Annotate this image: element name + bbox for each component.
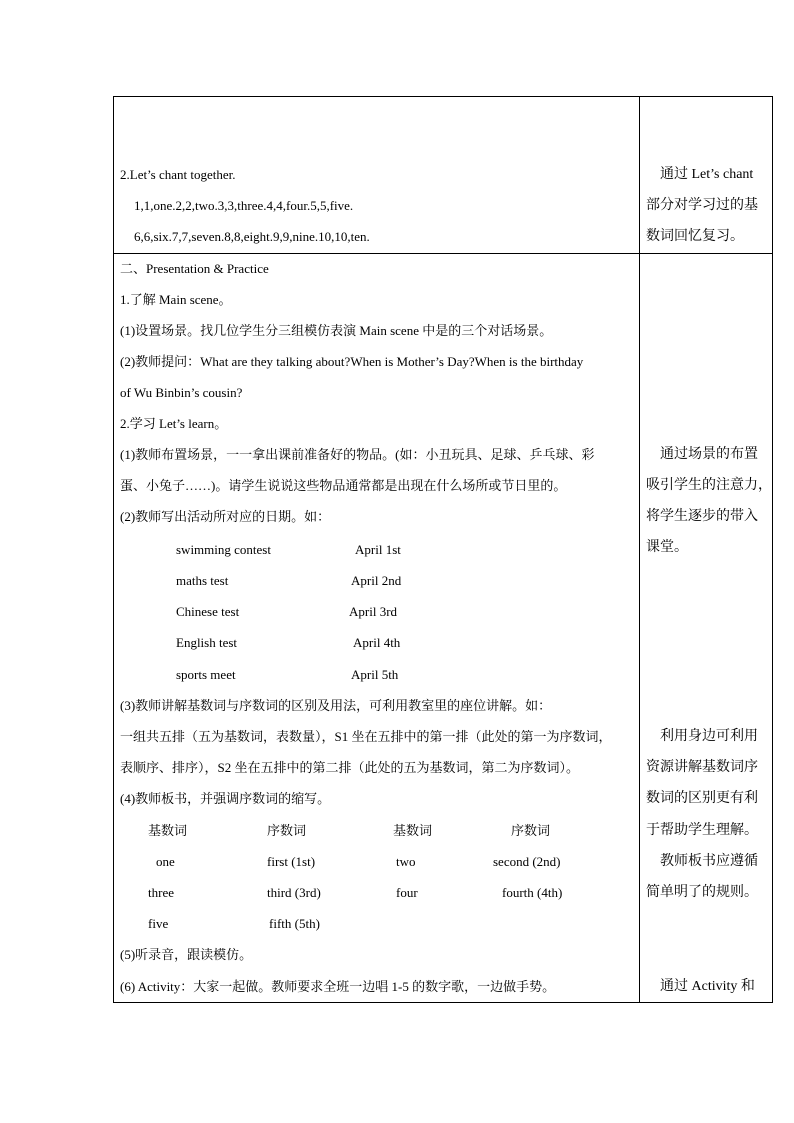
note-chant-1: 通过 Let’s chant — [660, 167, 754, 182]
activity-date: April 4th — [353, 635, 401, 650]
section-heading: 二、Presentation & Practice — [120, 261, 269, 276]
ordinal-number: second (2nd) — [493, 854, 561, 869]
note-scene-4: 课堂。 — [646, 540, 688, 555]
note-chant-3: 数词回忆复习。 — [646, 229, 744, 244]
table-border-bottom — [113, 1002, 773, 1003]
cardinal-number: three — [148, 885, 174, 900]
cardinal-number: two — [396, 854, 416, 869]
note-activity-1: 通过 Activity 和 — [660, 979, 755, 994]
activity-name: swimming contest — [176, 542, 271, 557]
chant-title: 2.Let’s chant together. — [120, 167, 236, 182]
item2-title: 2.学习 Let’s learn。 — [120, 416, 228, 431]
activity-date: April 1st — [355, 542, 401, 557]
note-board-1: 教师板书应遵循 — [660, 854, 758, 869]
lesson-table — [113, 96, 773, 1004]
chant-line-2: 6,6,six.7,7,seven.8,8,eight.9,9,nine.10,10,ten. — [134, 229, 370, 244]
item2-step3-line3: 表顺序、排序），S2 坐在五排中的第二排（此处的五为基数词，第二为序数词）。 — [120, 760, 579, 775]
item2-step4: (4)教师板书，并强调序数词的缩写。 — [120, 791, 331, 806]
note-board-2: 简单明了的规则。 — [646, 885, 758, 900]
numbers-header-cardinal: 基数词 — [393, 823, 433, 838]
item2-step5: (5)听录音，跟读模仿。 — [120, 947, 253, 962]
activity-date: April 2nd — [351, 573, 402, 588]
item1-step2-line2: of Wu Binbin’s cousin? — [120, 385, 243, 400]
row-divider — [113, 253, 773, 254]
activity-date: April 5th — [351, 667, 399, 682]
item2-step1-line2: 蛋、小兔子……)。请学生说说这些物品通常都是出现在什么场所或节日里的。 — [120, 478, 567, 493]
numbers-header-cardinal: 基数词 — [148, 823, 188, 838]
note-chant-2: 部分对学习过的基 — [646, 198, 758, 213]
item1-title: 1.了解 Main scene。 — [120, 292, 232, 307]
note-resource-3: 数词的区别更有利 — [646, 791, 758, 806]
note-scene-3: 将学生逐步的带入 — [646, 509, 758, 524]
activity-name: Chinese test — [176, 604, 240, 619]
ordinal-number: fourth (4th) — [502, 885, 563, 900]
item2-step6: (6) Activity：大家一起做。教师要求全班一边唱 1-5 的数字歌，一边做手势。 — [120, 979, 556, 994]
table-border-right — [772, 96, 773, 1003]
note-scene-1: 通过场景的布置 — [660, 447, 758, 462]
table-border-top — [113, 96, 773, 97]
item1-step1: (1)设置场景。找几位学生分三组模仿表演 Main scene 中是的三个对话场景。 — [120, 323, 553, 338]
numbers-header-ordinal: 序数词 — [511, 823, 551, 838]
cardinal-number: one — [156, 854, 175, 869]
ordinal-number: first (1st) — [267, 854, 316, 869]
cardinal-number: five — [148, 916, 169, 931]
activity-name: maths test — [176, 573, 229, 588]
item2-step3-line2: 一组共五排（五为基数词，表数量），S1 坐在五排中的第一排（此处的第一为序数词， — [120, 729, 612, 744]
ordinal-number: third (3rd) — [267, 885, 321, 900]
column-divider — [639, 96, 640, 1003]
note-resource-4: 于帮助学生理解。 — [646, 823, 758, 838]
note-scene-2: 吸引学生的注意力， — [646, 478, 772, 493]
activity-name: sports meet — [176, 667, 236, 682]
activity-name: English test — [176, 635, 238, 650]
activity-date: April 3rd — [349, 604, 398, 619]
note-resource-2: 资源讲解基数词序 — [646, 760, 758, 775]
item1-step2-line1: (2)教师提问：What are they talking about?When is Mother’s Day?When is the birthday — [120, 354, 584, 369]
numbers-header-ordinal: 序数词 — [267, 823, 307, 838]
table-border-left — [113, 96, 114, 1003]
item2-step3-line1: (3)教师讲解基数词与序数词的区别及用法，可利用教室里的座位讲解。如： — [120, 698, 552, 713]
item2-step2: (2)教师写出活动所对应的日期。如： — [120, 509, 331, 524]
item2-step1-line1: (1)教师布置场景，一一拿出课前准备好的物品。(如：小丑玩具、足球、乒乓球、彩 — [120, 447, 595, 462]
ordinal-number: fifth (5th) — [269, 916, 320, 931]
chant-line-1: 1,1,one.2,2,two.3,3,three.4,4,four.5,5,five. — [134, 198, 354, 213]
note-resource-1: 利用身边可利用 — [660, 729, 758, 744]
cardinal-number: four — [396, 885, 418, 900]
